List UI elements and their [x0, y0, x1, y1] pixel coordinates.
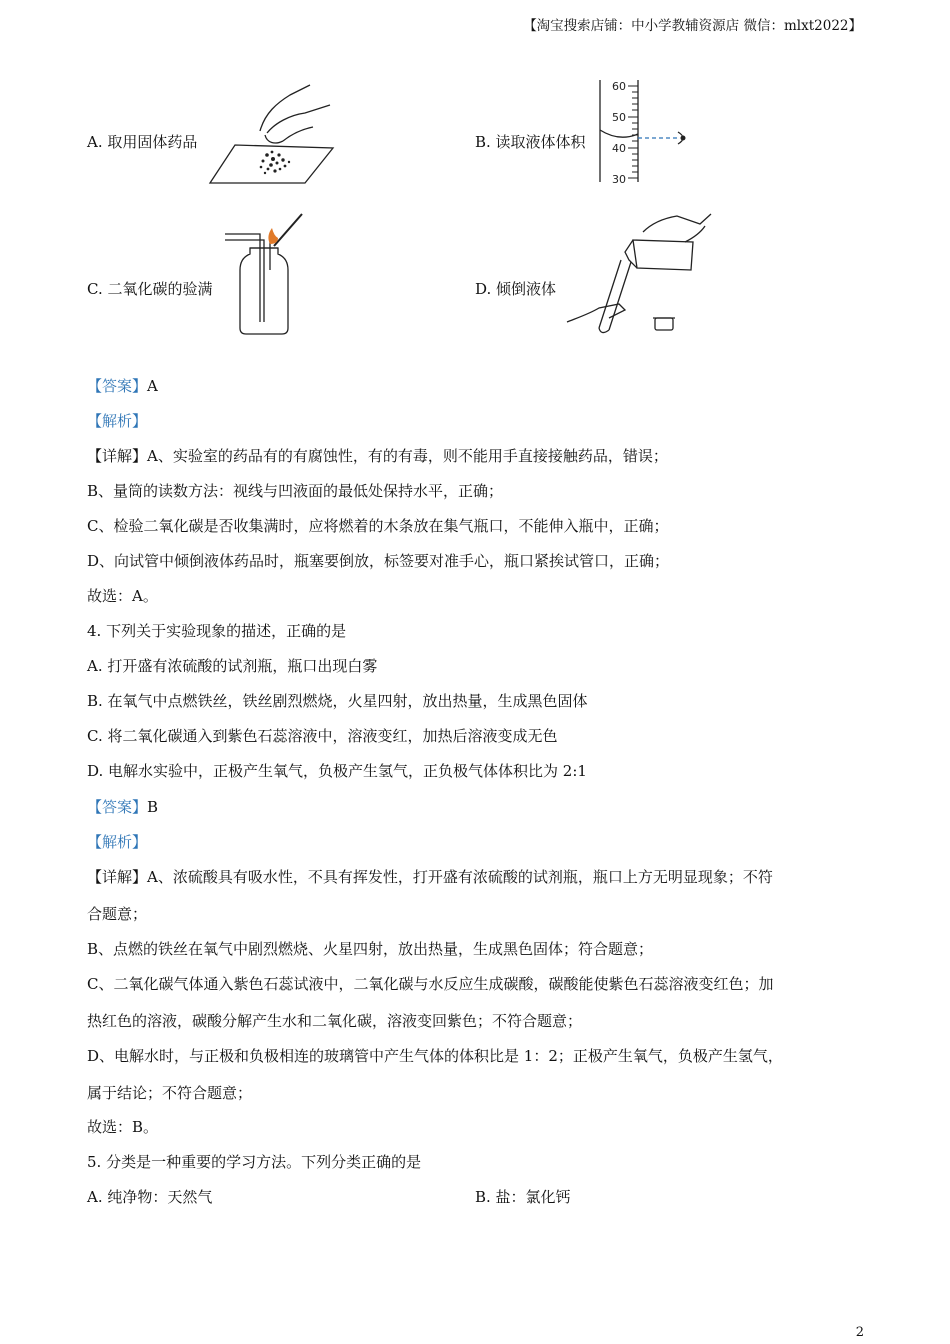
cylinder-tick-30: 30 [612, 173, 626, 186]
q5-option-a: A. 纯净物：天然气 [87, 1188, 213, 1206]
q5-option-b: B. 盐：氯化钙 [475, 1188, 571, 1206]
q3-detail-line: B、量筒的读数方法：视线与凹液面的最低处保持水平，正确； [87, 482, 504, 500]
q4-answer: 【答案】B [87, 798, 159, 816]
q3-detail-line: D、向试管中倾倒液体药品时，瓶塞要倒放，标签要对准手心，瓶口紧挨试管口，正确； [87, 552, 670, 570]
cylinder-tick-40: 40 [612, 142, 626, 155]
q3-option-d: D. 倾倒液体 [475, 280, 557, 298]
q4-detail-line: 属于结论；不符合题意； [87, 1084, 253, 1102]
q4-option: D. 电解水实验中，正极产生氧气，负极产生氢气，正负极气体体积比为 2:1 [87, 762, 587, 780]
q3-option-c: C. 二氧化碳的验满 [87, 280, 213, 298]
q5-stem: 5. 分类是一种重要的学习方法。下列分类正确的是 [87, 1153, 422, 1171]
q4-detail-line: 【详解】A、浓硫酸具有吸水性，不具有挥发性，打开盛有浓硫酸的试剂瓶，瓶口上方无明显现象；不符 [87, 868, 773, 886]
cylinder-tick-60: 60 [612, 80, 626, 93]
q4-option: C. 将二氧化碳通入到紫色石蕊溶液中，溶液变红，加热后溶液变成无色 [87, 727, 558, 745]
q4-option: A. 打开盛有浓硫酸的试剂瓶，瓶口出现白雾 [87, 657, 378, 675]
q4-detail-line: 热红色的溶液，碳酸分解产生水和二氧化碳，溶液变回紫色；不符合题意； [87, 1012, 583, 1030]
cylinder-tick-50: 50 [612, 111, 626, 124]
pour-liquid-figure [565, 212, 715, 338]
q4-option: B. 在氧气中点燃铁丝，铁丝剧烈燃烧，火星四射，放出热量，生成黑色固体 [87, 692, 588, 710]
q4-analysis-heading: 【解析】 [87, 833, 148, 851]
q4-detail-line: 故选：B。 [87, 1118, 159, 1136]
q3-answer: 【答案】A [87, 377, 158, 395]
q3-detail-line: 故选：A。 [87, 587, 158, 605]
page-number: 2 [855, 1325, 864, 1340]
solid-drug-figure [205, 83, 340, 188]
q4-detail-line: C、二氧化碳气体通入紫色石蕊试液中，二氧化碳与水反应生成碳酸，碳酸能使紫色石蕊溶液变红色；加 [87, 975, 774, 993]
q4-detail-line: 合题意； [87, 905, 148, 923]
q3-detail-line: 【详解】A、实验室的药品有的有腐蚀性，有的有毒，则不能用手直接接触药品，错误； [87, 447, 668, 465]
q4-stem: 4. 下列关于实验现象的描述，正确的是 [87, 622, 347, 640]
page-header: 【淘宝搜索店铺：中小学教辅资源店 微信：mlxt2022】 [523, 18, 862, 34]
gas-bottle-figure [222, 210, 312, 338]
measuring-cylinder-figure [596, 78, 696, 186]
q4-detail-line: B、点燃的铁丝在氧气中剧烈燃烧、火星四射，放出热量，生成黑色固体；符合题意； [87, 940, 654, 958]
q3-option-b: B. 读取液体体积 [475, 133, 586, 151]
q4-detail-line: D、电解水时，与正极和负极相连的玻璃管中产生气体的体积比是 1：2；正极产生氧气，负极产生氢气， [87, 1047, 783, 1065]
q3-analysis-heading: 【解析】 [87, 412, 148, 430]
q3-detail-line: C、检验二氧化碳是否收集满时，应将燃着的木条放在集气瓶口，不能伸入瓶中，正确； [87, 517, 669, 535]
q3-option-a: A. 取用固体药品 [87, 133, 198, 151]
